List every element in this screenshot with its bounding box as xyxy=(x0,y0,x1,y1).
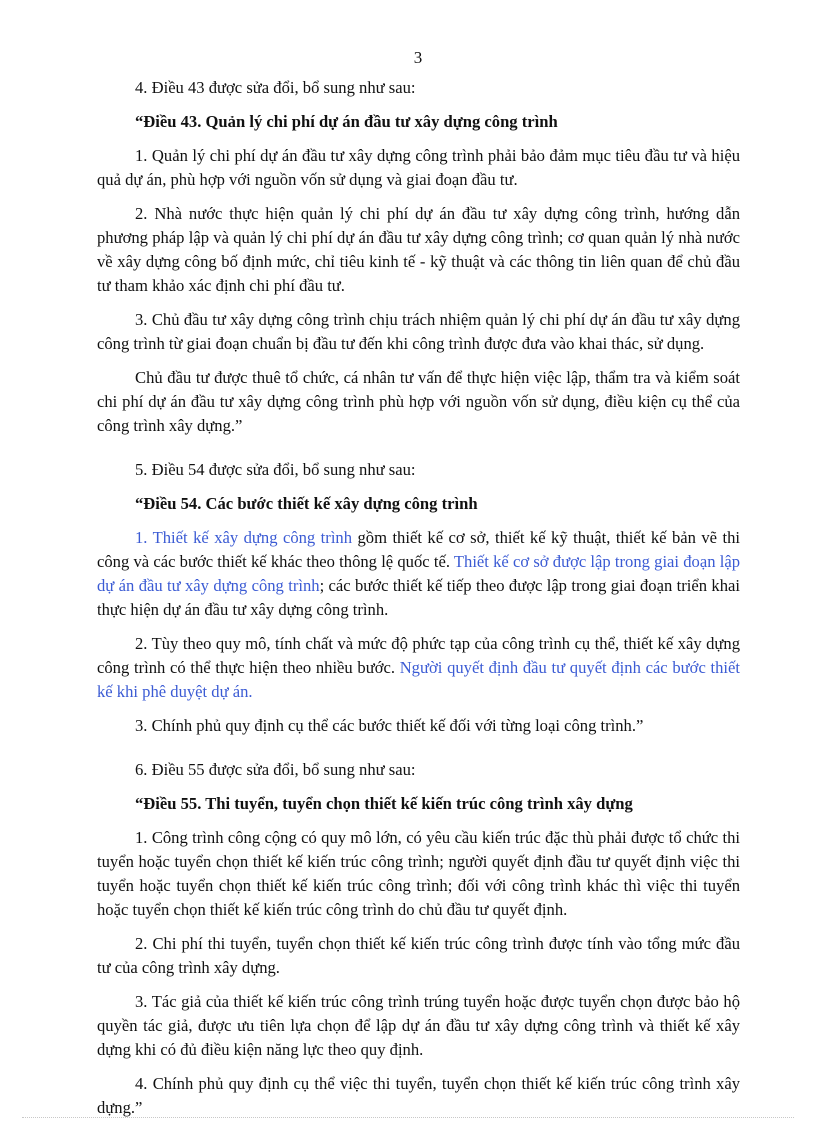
clause-text: 2. Tùy theo quy mô, tính chất và mức độ phức tạp của công trình cụ thể, thiết kế xây dựng công trình có thể thực hiện theo nhiều bước. xyxy=(97,634,740,677)
amendment-intro-dieu-54: 5. Điều 54 được sửa đổi, bổ sung như sau: xyxy=(135,460,416,479)
article-heading-dieu-43: “Điều 43. Quản lý chi phí dự án đầu tư xây dựng công trình xyxy=(135,112,558,131)
amendment-intro-dieu-55: 6. Điều 55 được sửa đổi, bổ sung như sau: xyxy=(135,760,416,779)
highlighted-text: 1. Thiết kế xây dựng công trình xyxy=(135,528,353,547)
article-heading-dieu-55: “Điều 55. Thi tuyển, tuyển chọn thiết kế kiến trúc công trình xây dựng xyxy=(135,794,633,813)
highlighted-text: Thiết kế cơ sở được lập trong giai đoạn lập dự án đầu tư xây dựng công trình xyxy=(97,552,740,595)
article-43-clause-3: 3. Chủ đầu tư xây dựng công trình chịu trách nhiệm quản lý chi phí dự án đầu tư xây dựng công trình từ giai đoạn chuẩn bị đầu tư đến khi công trình được đưa vào khai thác, sử dụng. xyxy=(97,310,740,353)
article-55-clause-1: 1. Công trình công cộng có quy mô lớn, có yêu cầu kiến trúc đặc thù phải được tổ chức thi tuyển hoặc tuyển chọn thiết kế kiến trúc công trình; người quyết định đầu tư quyết định việc thi tuyển hoặc tuyển chọn thiết kế kiến trúc công trình; đối với công trình khác thì việc thi tuyển hoặc tuyển chọn thiết kế kiến trúc công trình do chủ đầu tư quyết định. xyxy=(97,828,740,919)
amendment-intro-dieu-43: 4. Điều 43 được sửa đổi, bổ sung như sau: xyxy=(135,78,416,97)
highlighted-text: Người quyết định đầu tư quyết định các bước thiết kế khi phê duyệt dự án. xyxy=(97,658,740,701)
article-43-clause-1: 1. Quản lý chi phí dự án đầu tư xây dựng công trình phải bảo đảm mục tiêu đầu tư và hiệu quả dự án, phù hợp với nguồn vốn sử dụng và giai đoạn đầu tư. xyxy=(97,146,740,189)
article-43-clause-3-continued: Chủ đầu tư được thuê tổ chức, cá nhân tư vấn để thực hiện việc lập, thẩm tra và kiểm soát chi phí dự án đầu tư xây dựng công trình phù hợp với nguồn vốn sử dụng, điều kiện cụ thể của công trình xây dựng.” xyxy=(97,368,740,435)
page-number: 3 xyxy=(413,48,423,67)
article-55-clause-4: 4. Chính phủ quy định cụ thể việc thi tuyển, tuyển chọn thiết kế kiến trúc công trình xây dựng.” xyxy=(97,1074,740,1117)
clause-text: ; các bước thiết kế tiếp theo được lập trong giai đoạn triển khai thực hiện dự án đầu tư xây dựng công trình. xyxy=(97,576,740,619)
article-54-clause-1 xyxy=(97,526,740,622)
article-54-clause-2 xyxy=(97,632,740,704)
article-heading-dieu-54: “Điều 54. Các bước thiết kế xây dựng công trình xyxy=(135,494,478,513)
page-bottom-divider xyxy=(22,1117,794,1118)
article-55-clause-3: 3. Tác giả của thiết kế kiến trúc công trình trúng tuyển hoặc được tuyển chọn được bảo hộ quyền tác giả, được ưu tiên lựa chọn để lập dự án đầu tư xây dựng công trình và thiết kế xây dựng khi có đủ điều kiện năng lực theo quy định. xyxy=(97,992,740,1059)
document-body xyxy=(97,76,740,1120)
article-55-clause-2: 2. Chi phí thi tuyển, tuyển chọn thiết kế kiến trúc công trình được tính vào tổng mức đầu tư của công trình xây dựng. xyxy=(97,934,740,977)
article-43-clause-2: 2. Nhà nước thực hiện quản lý chi phí dự án đầu tư xây dựng công trình, hướng dẫn phương pháp lập và quản lý chi phí dự án đầu tư xây dựng công trình; cơ quan quản lý nhà nước về xây dựng công bố định mức, chỉ tiêu kinh tế - kỹ thuật và các thông tin liên quan để chủ đầu tư tham khảo xác định chi phí đầu tư. xyxy=(97,204,740,295)
article-54-clause-3: 3. Chính phủ quy định cụ thể các bước thiết kế đối với từng loại công trình.” xyxy=(135,716,644,735)
clause-text: gồm thiết kế cơ sở, thiết kế kỹ thuật, thiết kế bản vẽ thi công và các bước thiết kế khác theo thông lệ quốc tế. xyxy=(97,528,741,571)
